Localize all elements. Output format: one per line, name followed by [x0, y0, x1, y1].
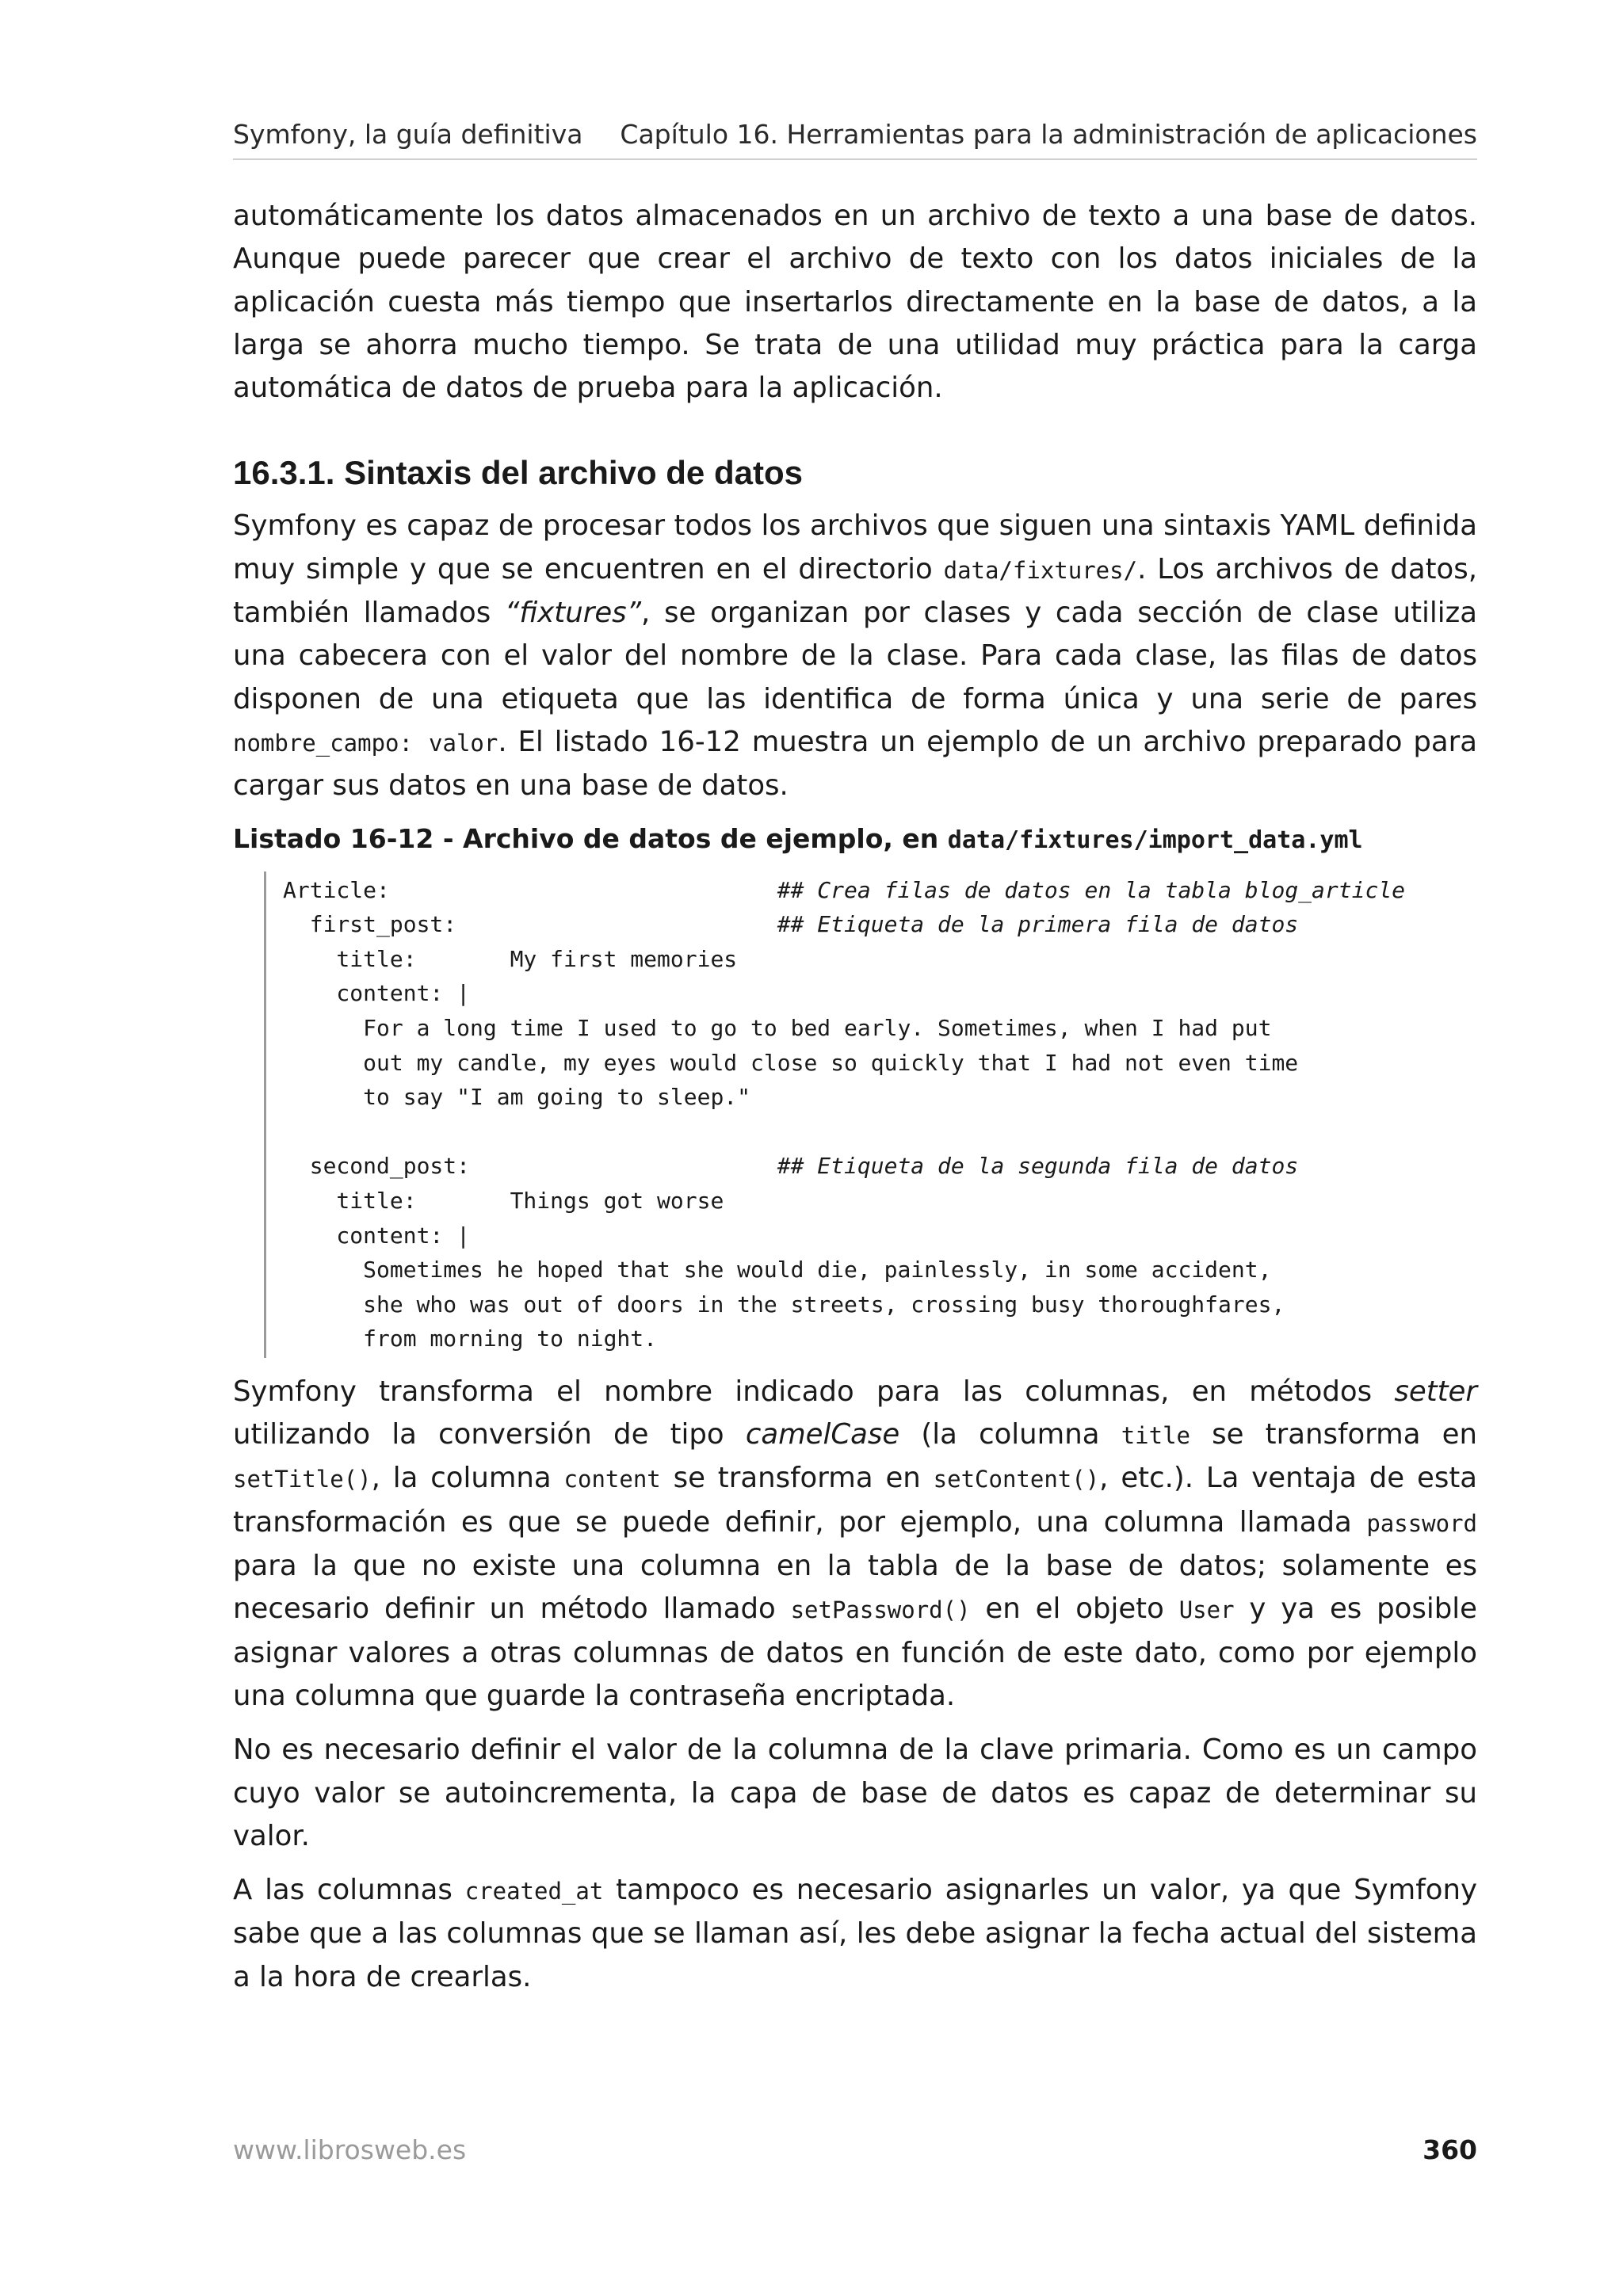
inline-code: title [1121, 1422, 1190, 1450]
code-line [283, 1322, 1477, 1356]
code-line [283, 873, 1477, 908]
text: y ya es posible asignar valores a otras columnas de datos en función de este dato, como por ejemplo una columna que guarde la contraseña encriptada. [233, 1592, 1477, 1712]
code-line [283, 1115, 1477, 1150]
inline-code: data/fixtures/ [943, 556, 1138, 584]
text: A las columnas [233, 1874, 465, 1907]
page-footer [233, 2134, 1477, 2174]
text: (la columna [899, 1418, 1121, 1451]
paragraph-setter-conversion [233, 1371, 1477, 1718]
code-line [283, 1080, 1477, 1115]
text: . Los archivos de datos, también llamados [233, 552, 1477, 630]
code-text: title: My first memories [283, 945, 738, 972]
emphasis: “fixtures” [504, 597, 642, 630]
code-line [283, 1184, 1477, 1219]
site-url: www.librosweb.es [233, 2134, 467, 2165]
code-listing [264, 871, 1477, 1358]
intro-paragraph: automáticamente los datos almacenados en un archivo de texto a una base de datos. Aunque puede parecer que crear el archivo de texto con los datos iniciales de la aplicación cuesta más tiempo que insertarlos directamente en la base de datos, a la larga se ahorra mucho tiempo. Se trata de una utilidad muy práctica para la carga automática de datos de prueba para la aplicación. [233, 200, 1477, 405]
emphasis: camelCase [745, 1418, 900, 1451]
code-line [283, 1149, 1477, 1184]
section-heading: 16.3.1. Sintaxis del archivo de datos [233, 454, 803, 492]
code-line [283, 907, 1477, 942]
code-text: she who was out of doors in the streets, crossing busy thoroughfares, [283, 1291, 1285, 1318]
code-text: For a long time I used to go to bed early. Sometimes, when I had put [283, 1014, 1272, 1041]
book-title: Symfony, la guía definitiva [233, 119, 583, 150]
text: para la que no existe una columna en la tabla de la base de datos; solamente es necesario definir un método llamado [233, 1550, 1477, 1626]
caption-filename: data/fixtures/import_data.yml [947, 826, 1363, 854]
paragraph-fixtures-intro [233, 505, 1477, 807]
text: Symfony es capaz de procesar todos los archivos que siguen una sintaxis YAML definida muy simple y que se encuentren en el directorio [233, 509, 1477, 585]
code-text: content: | [283, 980, 471, 1007]
code-line [283, 1253, 1477, 1287]
code-line [283, 1219, 1477, 1253]
code-text: Article: [283, 876, 777, 903]
code-text: content: | [283, 1222, 471, 1249]
inline-code: content [563, 1466, 661, 1493]
code-text: first_post: [283, 911, 777, 938]
text: . El listado 16-12 muestra un ejemplo de un archivo preparado para cargar sus datos en una base de datos. [233, 725, 1477, 803]
text: , etc.). La ventaja de esta transformación es que se puede definir, por ejemplo, una columna llamada [233, 1462, 1477, 1539]
inline-code: setTitle() [233, 1466, 372, 1493]
code-line [283, 1046, 1477, 1081]
text: , se organizan por clases y cada sección de clase utiliza una cabecera con el valor del nombre de la clase. Para cada clase, las filas de datos disponen de una etiqueta que las identifica de forma única y una serie de pares [233, 597, 1477, 715]
text: tampoco es necesario asignarles un valor, ya que Symfony sabe que a las columnas que se llaman así, les debe asignar la fecha actual del sistema a la hora de crearlas. [233, 1874, 1477, 1993]
text: Symfony transforma el nombre indicado para las columnas, en métodos [233, 1375, 1395, 1408]
paragraph-created-at [233, 1869, 1477, 1999]
code-text: second_post: [283, 1153, 777, 1180]
text: utilizando la conversión de tipo [233, 1418, 746, 1451]
inline-code: nombre_campo: valor [233, 729, 498, 757]
page-number: 360 [1423, 2134, 1477, 2165]
code-text: from morning to night. [283, 1325, 658, 1352]
text: en el objeto [970, 1592, 1179, 1626]
inline-code: setContent() [933, 1466, 1100, 1493]
text: se transforma en [660, 1462, 934, 1495]
text: , la columna [371, 1462, 564, 1495]
listing-caption [233, 819, 1477, 860]
inline-code: created_at [464, 1878, 604, 1905]
text: se transforma en [1190, 1418, 1477, 1451]
inline-code: password [1366, 1509, 1477, 1537]
code-comment: ## Crea filas de datos en la tabla blog_article [777, 876, 1406, 903]
code-text: title: Things got worse [283, 1187, 724, 1214]
code-text: Sometimes he hoped that she would die, painlessly, in some accident, [283, 1257, 1272, 1283]
inline-code: setPassword() [790, 1596, 971, 1624]
code-line [283, 942, 1477, 977]
paragraph-primary-key: No es necesario definir el valor de la columna de la clave primaria. Como es un campo cuyo valor se autoincrementa, la capa de base de datos es capaz de determinar su valor. [233, 1733, 1477, 1852]
code-text: to say "I am going to sleep." [283, 1084, 751, 1111]
chapter-title: Capítulo 16. Herramientas para la administración de aplicaciones [620, 119, 1477, 150]
page-content [233, 195, 1477, 2010]
code-comment: ## Etiqueta de la segunda fila de datos [777, 1153, 1299, 1180]
emphasis: setter [1394, 1375, 1477, 1408]
code-text: out my candle, my eyes would close so quickly that I had not even time [283, 1049, 1299, 1076]
code-line [283, 1011, 1477, 1046]
code-comment: ## Etiqueta de la primera fila de datos [777, 911, 1299, 938]
code-line [283, 976, 1477, 1011]
code-line [283, 1287, 1477, 1322]
caption-text: Listado 16-12 - Archivo de datos de ejemplo, en [233, 822, 948, 854]
running-header [233, 119, 1477, 160]
inline-code: User [1178, 1596, 1235, 1624]
